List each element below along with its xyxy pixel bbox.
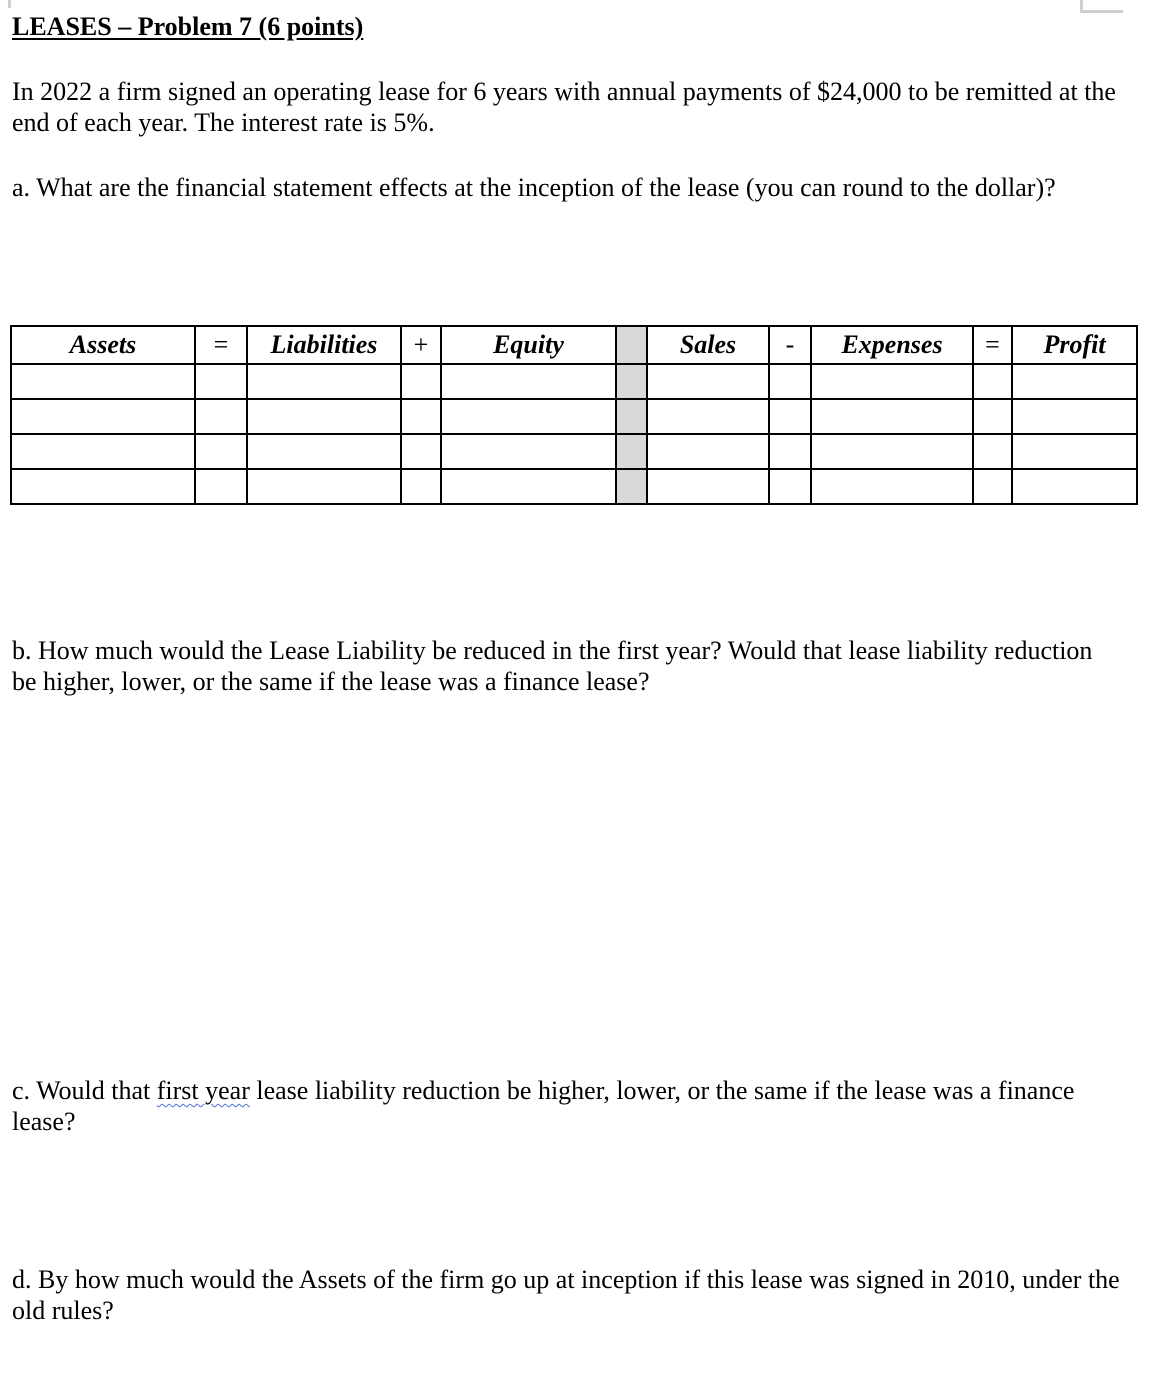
cell-assets[interactable] xyxy=(11,434,195,469)
spellcheck-flagged-phrase: first year xyxy=(156,1076,250,1105)
header-equity: Equity xyxy=(441,326,616,364)
header-profit: Profit xyxy=(1012,326,1137,364)
cell-equity[interactable] xyxy=(441,469,616,504)
cell-assets[interactable] xyxy=(11,469,195,504)
cell-equals[interactable] xyxy=(195,434,247,469)
header-minus-sign: - xyxy=(769,326,811,364)
cell-liabilities[interactable] xyxy=(247,434,401,469)
cell-plus[interactable] xyxy=(401,469,441,504)
cell-expenses[interactable] xyxy=(811,399,973,434)
crop-mark-top-right xyxy=(1080,0,1123,13)
cell-equity[interactable] xyxy=(441,434,616,469)
cell-plus[interactable] xyxy=(401,364,441,399)
cell-divider-shaded xyxy=(616,469,647,504)
cell-minus[interactable] xyxy=(769,399,811,434)
table-row xyxy=(11,399,1137,434)
cell-profit[interactable] xyxy=(1012,469,1137,504)
cell-equals-2[interactable] xyxy=(973,469,1012,504)
question-c-start: c. Would that xyxy=(12,1076,157,1105)
cell-profit[interactable] xyxy=(1012,364,1137,399)
cell-equals-2[interactable] xyxy=(973,399,1012,434)
crop-mark-top-left xyxy=(0,0,11,8)
cell-equity[interactable] xyxy=(441,399,616,434)
question-d: d. By how much would the Assets of the firm go up at inception if this lease was signed in 2010, under the old rules? xyxy=(12,1265,1120,1325)
cell-sales[interactable] xyxy=(647,434,769,469)
cell-sales[interactable] xyxy=(647,399,769,434)
cell-plus[interactable] xyxy=(401,399,441,434)
question-b: b. How much would the Lease Liability be reduced in the first year? Would that lease liability reduction be higher, lower, or the same if the lease was a finance lease? xyxy=(12,636,1093,696)
financial-statement-effects-table xyxy=(10,325,1138,505)
cell-divider-shaded xyxy=(616,434,647,469)
cell-profit[interactable] xyxy=(1012,399,1137,434)
cell-equals-2[interactable] xyxy=(973,364,1012,399)
table-row xyxy=(11,469,1137,504)
header-sales: Sales xyxy=(647,326,769,364)
cell-assets[interactable] xyxy=(11,364,195,399)
cell-sales[interactable] xyxy=(647,364,769,399)
cell-liabilities[interactable] xyxy=(247,364,401,399)
cell-profit[interactable] xyxy=(1012,434,1137,469)
header-plus-sign: + xyxy=(401,326,441,364)
cell-expenses[interactable] xyxy=(811,364,973,399)
cell-divider-shaded xyxy=(616,364,647,399)
cell-plus[interactable] xyxy=(401,434,441,469)
header-divider-shaded xyxy=(616,326,647,364)
question-c-end: lease liability reduction be higher, lower, or the same if the lease was a finance lease? xyxy=(12,1076,1075,1136)
header-equals-sign: = xyxy=(195,326,247,364)
header-assets: Assets xyxy=(11,326,195,364)
header-equals-sign-2: = xyxy=(973,326,1012,364)
table-row xyxy=(11,364,1137,399)
cell-expenses[interactable] xyxy=(811,434,973,469)
cell-sales[interactable] xyxy=(647,469,769,504)
table-header-row xyxy=(11,326,1137,364)
header-liabilities: Liabilities xyxy=(247,326,401,364)
cell-equals-2[interactable] xyxy=(973,434,1012,469)
cell-minus[interactable] xyxy=(769,469,811,504)
table-row xyxy=(11,434,1137,469)
cell-liabilities[interactable] xyxy=(247,399,401,434)
cell-equals[interactable] xyxy=(195,469,247,504)
question-c xyxy=(12,1075,1122,1137)
cell-divider-shaded xyxy=(616,399,647,434)
cell-assets[interactable] xyxy=(11,399,195,434)
problem-intro: In 2022 a firm signed an operating lease for 6 years with annual payments of $24,000 to be remitted at the end of each year. The interest rate is 5%. xyxy=(12,77,1116,137)
cell-equity[interactable] xyxy=(441,364,616,399)
cell-equals[interactable] xyxy=(195,364,247,399)
cell-equals[interactable] xyxy=(195,399,247,434)
question-a: a. What are the financial statement effects at the inception of the lease (you can round to the dollar)? xyxy=(12,173,1056,202)
cell-liabilities[interactable] xyxy=(247,469,401,504)
header-expenses: Expenses xyxy=(811,326,973,364)
cell-expenses[interactable] xyxy=(811,469,973,504)
problem-title: LEASES – Problem 7 (6 points) xyxy=(12,12,364,41)
cell-minus[interactable] xyxy=(769,364,811,399)
cell-minus[interactable] xyxy=(769,434,811,469)
